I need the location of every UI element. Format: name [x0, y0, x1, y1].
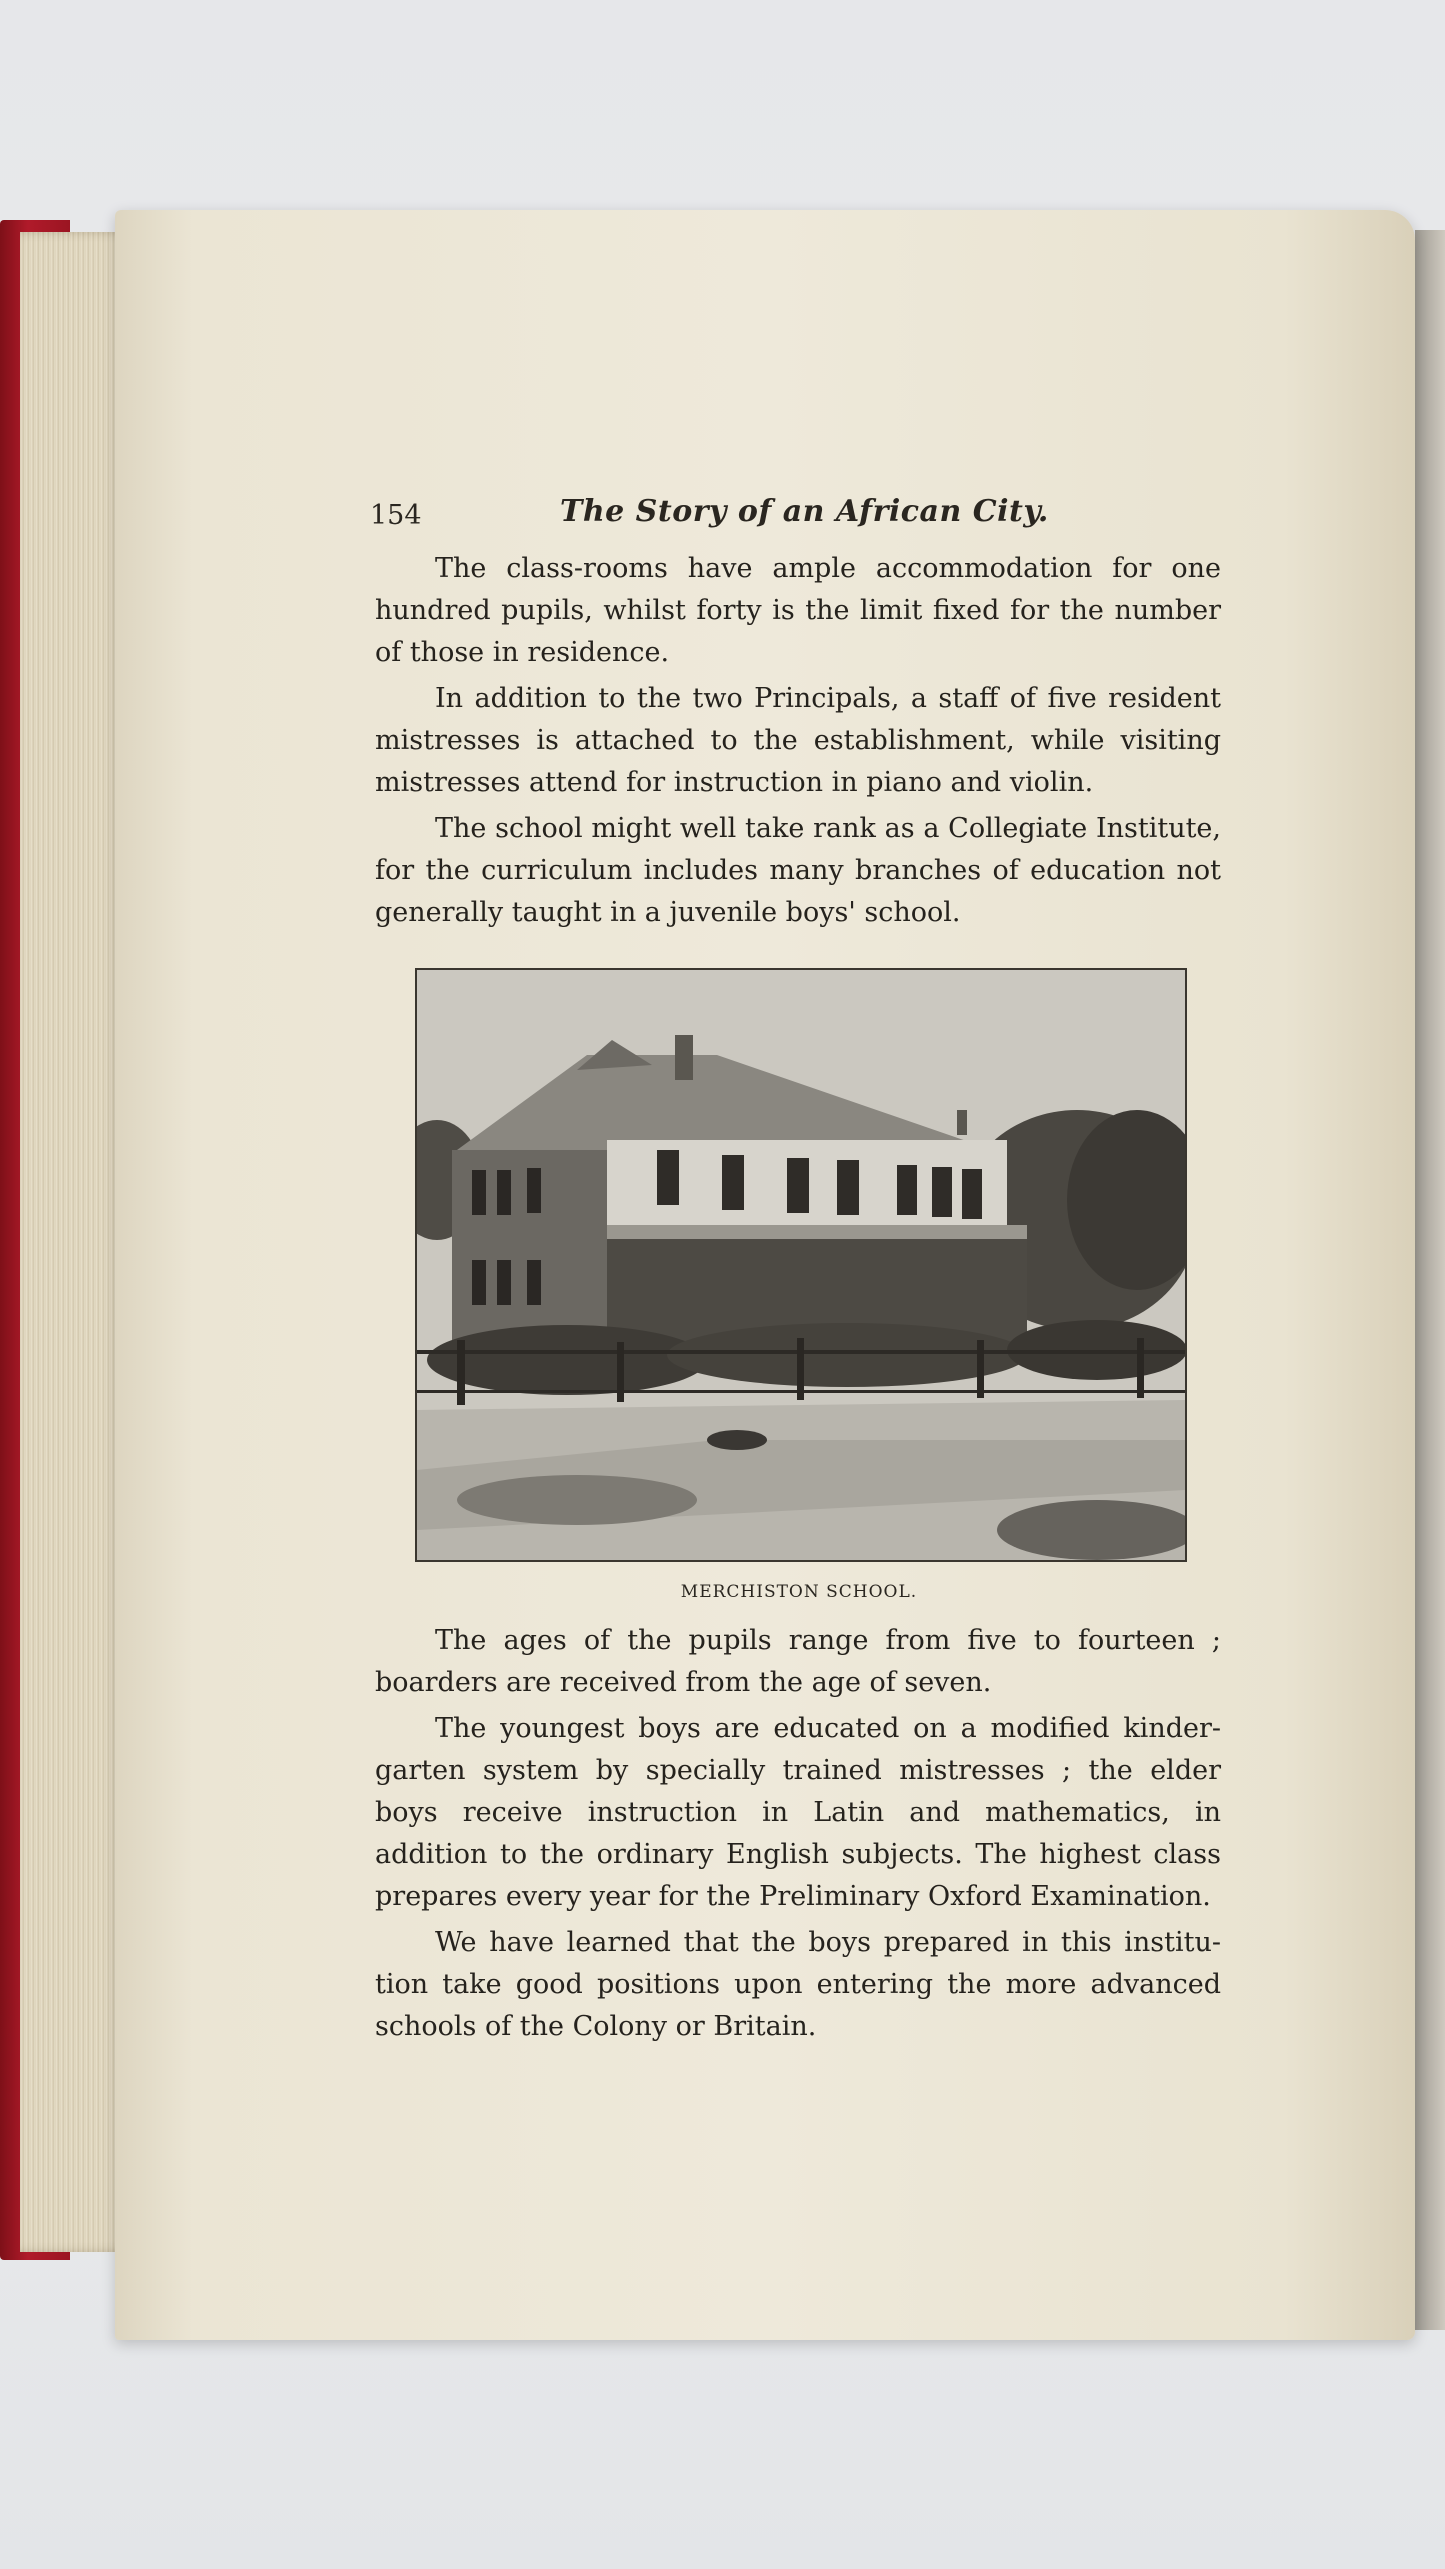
- running-head: [250, 490, 1220, 550]
- page-number: 154: [370, 500, 422, 531]
- figure-caption: MERCHISTON SCHOOL.: [680, 1582, 918, 1602]
- paragraph: The ages of the pupils range from five to fourteen ; boarders are received from the age of seven.: [375, 1625, 1221, 1698]
- paragraph: The class-rooms have ample accommodation for one hundred pupils, whilst forty is the limit fixed for the number of those in residence.: [375, 553, 1221, 668]
- paragraph: In addition to the two Principals, a staff of five resident mistresses is attached to the establishment, while visiting mistresses attend for instruction in piano and violin.: [375, 683, 1221, 798]
- book-title: The Story of an African City.: [560, 494, 1049, 529]
- school-photograph: [415, 968, 1187, 1562]
- paragraph: The youngest boys are educated on a modified kinder-garten system by specially trained mistresses ; the elder boys receive instruction in Latin and mathematics, in addition to the ordinary English subjects. The highest class prepares every year for the Preliminary Oxford Examination.: [375, 1713, 1221, 1912]
- facing-page-edge: [1415, 230, 1445, 2330]
- text-block-top: [375, 548, 1221, 938]
- paragraph: We have learned that the boys prepared in this institu-tion take good positions upon entering the more advanced schools of the Colony or Britain.: [375, 1927, 1221, 2042]
- paragraph: The school might well take rank as a Collegiate Institute, for the curriculum includes many branches of education not generally taught in a juvenile boys' school.: [375, 813, 1221, 928]
- text-block-bottom: [375, 1620, 1221, 2052]
- school-building-illustration: [417, 970, 1185, 1560]
